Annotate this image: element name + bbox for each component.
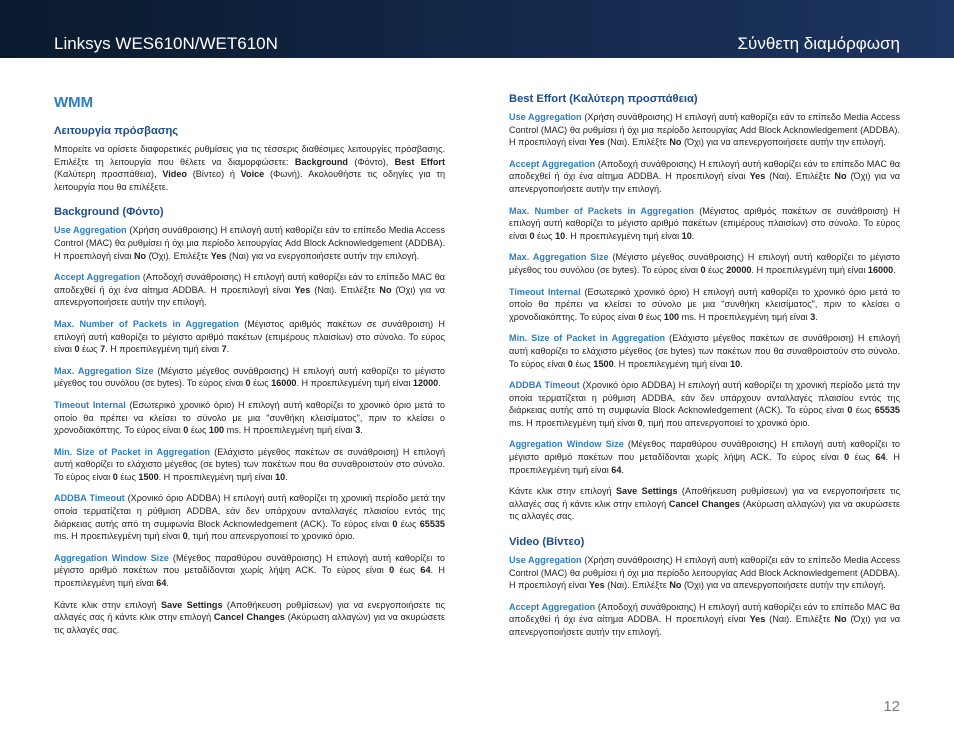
best-effort-heading: Best Effort (Καλύτερη προσπάθεια)	[509, 93, 698, 105]
background-heading: Background (Φόντο)	[54, 206, 164, 219]
vid-accept-aggregation-paragraph: Accept Aggregation (Αποδοχή συνάθροισης) Η επιλογή αυτή καθορίζει εάν το επίπεδο MAC θα αποδεχθεί ή όχι ένα αίτημα ADDBA. Η προεπιλογή είναι Yes (Ναι). Επιλέξτε No (Όχι) για να απενεργοποιήσετε αυτήν την επιλογή.	[509, 601, 901, 637]
be-save-settings-paragraph: Κάντε κλικ στην επιλογή Save Settings (Αποθήκευση ρυθμίσεων) για να ενεργοποιήσετε τις αλλαγές σας ή κάντε κλικ στην επιλογή Cancel Changes (Ακύρωση αλλαγών) για να ακυρώσετε τις αλλαγές σας.	[509, 486, 900, 522]
access-mode-paragraph: Μπορείτε να ορίσετε διαφορετικές ρυθμίσεις για τις τέσσερις διαθέσιμες λειτουργίες πρόσβασης. Επιλέξτε τη λειτουργία που θέλετε να διαμορφώσετε: Background (Φόντο), Best Effort (Καλύτερη προσπάθεια), Video (Βίντεο) ή Voice (Φωνή). Ακολουθήστε τις οδηγίες για τη λειτουργία που θα επιλέξετε.	[54, 144, 446, 192]
bg-accept-aggregation-paragraph: Accept Aggregation (Αποδοχή συνάθροισης) Η επιλογή αυτή καθορίζει εάν το επίπεδο MAC θα αποδεχθεί ή όχι ένα αίτημα ADDBA. Η προεπιλογή είναι Yes (Ναι). Επιλέξτε No (Όχι) για να απενεργοποιήσετε αυτήν την επιλογή.	[54, 272, 446, 308]
be-timeout-paragraph: Timeout Internal (Εσωτερικό χρονικό όριο) Η επιλογή αυτή καθορίζει το χρονικό όριο μετά το οποίο θα πρέπει να κλείσει το σύνολο με μια "συνθήκη κλεισίματος", πριν το κλείσει ο χρονοδιακόπτης. Το εύρος είναι 0 έως 100 ms. Η προεπιλεγμένη τιμή είναι 3.	[509, 286, 900, 322]
access-mode-heading: Λειτουργία πρόσβασης	[54, 125, 179, 137]
bg-use-aggregation-paragraph: Use Aggregation (Χρήση συνάθροισης) Η επιλογή αυτή καθορίζει εάν το επίπεδο Media Access Control (MAC) θα ρυθμίσει ή όχι μια περίοδο λειτουργίας Add Block Acknowledgement (ADDBA). Η προεπιλογή είναι No (Όχι). Επιλέξτε Yes (Ναι) για να ενεργοποιήσετε αυτήν την επιλογή.	[54, 225, 445, 261]
bg-min-size-paragraph: Min. Size of Packet in Aggregation (Ελάχιστο μέγεθος πακέτων σε συνάθροιση) Η επιλογή αυτή καθορίζει το ελάχιστο μέγεθος (σε bytes) των πακέτων που θα συναθροιστούν στο σύνολο. Το εύρος είναι 0 έως 1500. Η προεπιλεγμένη τιμή είναι 10.	[54, 446, 445, 482]
bg-save-settings-paragraph: Κάντε κλικ στην επιλογή Save Settings (Αποθήκευση ρυθμίσεων) για να ενεργοποιήσετε τις αλλαγές σας ή κάντε κλικ στην επιλογή Cancel Changes (Ακύρωση αλλαγών) για να ακυρώσετε τις αλλαγές σας.	[54, 599, 445, 635]
be-window-size-paragraph: Aggregation Window Size (Μέγεθος παραθύρου συνάθροισης) Η επιλογή αυτή καθορίζει το μέγιστο αριθμό πακέτων που μεταδίδονται χωρίς λήψη ACK. Το εύρος είναι 0 έως 64. Η προεπιλεγμένη τιμή είναι 64.	[509, 439, 900, 475]
section-title: WMM	[54, 94, 94, 111]
bg-window-size-paragraph: Aggregation Window Size (Μέγεθος παραθύρου συνάθροισης) Η επιλογή αυτή καθορίζει το μέγιστο αριθμό πακέτων που μεταδίδονται χωρίς λήψη ACK. Το εύρος είναι 0 έως 64. Η προεπιλεγμένη τιμή είναι 64.	[54, 552, 445, 589]
be-max-packets-paragraph: Max. Number of Packets in Aggregation (Μέγιστος αριθμός πακέτων σε συνάθροιση) Η επιλογή αυτή καθορίζει το μέγιστο αριθμό πακέτων (επιμέρους πλαισίων) στο σύνολο. Το εύρος είναι 0 έως 10. Η προεπιλεγμένη τιμή είναι 10.	[509, 205, 900, 241]
vid-use-aggregation-paragraph: Use Aggregation (Χρήση συνάθροισης) Η επιλογή αυτή καθορίζει εάν το επίπεδο Media Access Control (MAC) θα ρυθμίσει ή όχι μια περίοδο λειτουργίας Add Block Acknowledgement (ADDBA). Η προεπιλογή είναι Yes (Ναι). Επιλέξτε No (Όχι) για να απενεργοποιήσετε αυτήν την επιλογή.	[509, 555, 900, 591]
right-column	[509, 93, 900, 648]
be-min-size-paragraph: Min. Size of Packet in Aggregation (Ελάχιστο μέγεθος πακέτων σε συνάθροιση) Η επιλογή αυτή καθορίζει το ελάχιστο μέγεθος (σε bytes) των πακέτων που θα συναθροιστούν στο σύνολο. Το εύρος είναι 0 έως 1500. Η προεπιλεγμένη τιμή είναι 10.	[509, 333, 900, 369]
video-heading: Video (Βίντεο)	[509, 536, 585, 549]
bg-max-packets-paragraph: Max. Number of Packets in Aggregation (Μέγιστος αριθμός πακέτων σε συνάθροιση) Η επιλογή αυτή καθορίζει το μέγιστο αριθμό πακέτων (επιμέρους πλαισίων) στο σύνολο. Το εύρος είναι 0 έως 7. Η προεπιλεγμένη τιμή είναι 7.	[54, 318, 445, 355]
be-use-aggregation-paragraph: Use Aggregation (Χρήση συνάθροισης) Η επιλογή αυτή καθορίζει εάν το επίπεδο Media Access Control (MAC) θα ρυθμίσει ή όχι μια περίοδο λειτουργίας Add Block Acknowledgement (ADDBA). Η προεπιλογή είναι Yes (Ναι). Επιλέξτε No (Όχι) για να απενεργοποιήσετε αυτήν την επιλογή.	[509, 112, 900, 148]
page-number: 12	[883, 698, 900, 715]
be-max-size-paragraph: Max. Aggregation Size (Μέγιστο μέγεθος συνάθροισης) Η επιλογή αυτή καθορίζει το μέγιστο μέγεθος του συνόλου (σε bytes). Το εύρος είναι 0 έως 20000. Η προεπιλεγμένη τιμή είναι 16000.	[509, 252, 900, 275]
be-accept-aggregation-paragraph: Accept Aggregation (Αποδοχή συνάθροισης) Η επιλογή αυτή καθορίζει εάν το επίπεδο MAC θα αποδεχθεί ή όχι ένα αίτημα ADDBA. Η προεπιλογή είναι Yes (Ναι). Επιλέξτε No (Όχι) για να απενεργοποιήσετε αυτήν την επιλογή.	[509, 158, 901, 194]
page-header	[0, 0, 954, 58]
be-addba-timeout-paragraph: ADDBA Timeout (Χρονικό όριο ADDBA) Η επιλογή αυτή καθορίζει τη χρονική περίοδο μετά την οποία τερματίζεται η ρύθμιση ADDBA, εάν δεν υπάρχουν ανταλλαγές πλαισίου εντός της διάρκειας αυτής από τη συμφωνία Block Acknowledgement (ACK). Το εύρος είναι 0 έως 65535 ms. Η προεπιλεγμένη τιμή είναι 0, τιμή που απενεργοποιεί το χρονικό όριο.	[509, 380, 900, 428]
bg-max-size-paragraph: Max. Aggregation Size (Μέγιστο μέγεθος συνάθροισης) Η επιλογή αυτή καθορίζει το μέγιστο μέγεθος του συνόλου (σε bytes). Το εύρος είναι 0 έως 16000. Η προεπιλεγμένη τιμή είναι 12000.	[54, 365, 445, 389]
left-column	[54, 92, 445, 645]
bg-addba-timeout-paragraph: ADDBA Timeout (Χρονικό όριο ADDBA) Η επιλογή αυτή καθορίζει τη χρονική περίοδο μετά την οποία τερματίζεται η ρύθμιση ADDBA, εάν δεν υπάρχουν ανταλλαγές πλαισίου εντός της διάρκειας αυτής από τη συμφωνία Block Acknowledgement (ACK). Το εύρος είναι 0 έως 65535 ms. Η προεπιλεγμένη τιμή είναι 0, τιμή που απενεργοποιεί το χρονικό όριο.	[54, 493, 445, 542]
document-title: Linksys WES610N/WET610N	[54, 34, 278, 53]
chapter-title: Σύνθετη διαμόρφωση	[737, 34, 900, 53]
bg-timeout-paragraph: Timeout Internal (Εσωτερικό χρονικό όριο) Η επιλογή αυτή καθορίζει το χρονικό όριο μετά το οποίο θα πρέπει να κλείσει το σύνολο με μια "συνθήκη κλεισίματος", πριν το κλείσει ο χρονοδιακόπτης. Το εύρος είναι 0 έως 100 ms. Η προεπιλεγμένη τιμή είναι 3.	[54, 399, 445, 436]
